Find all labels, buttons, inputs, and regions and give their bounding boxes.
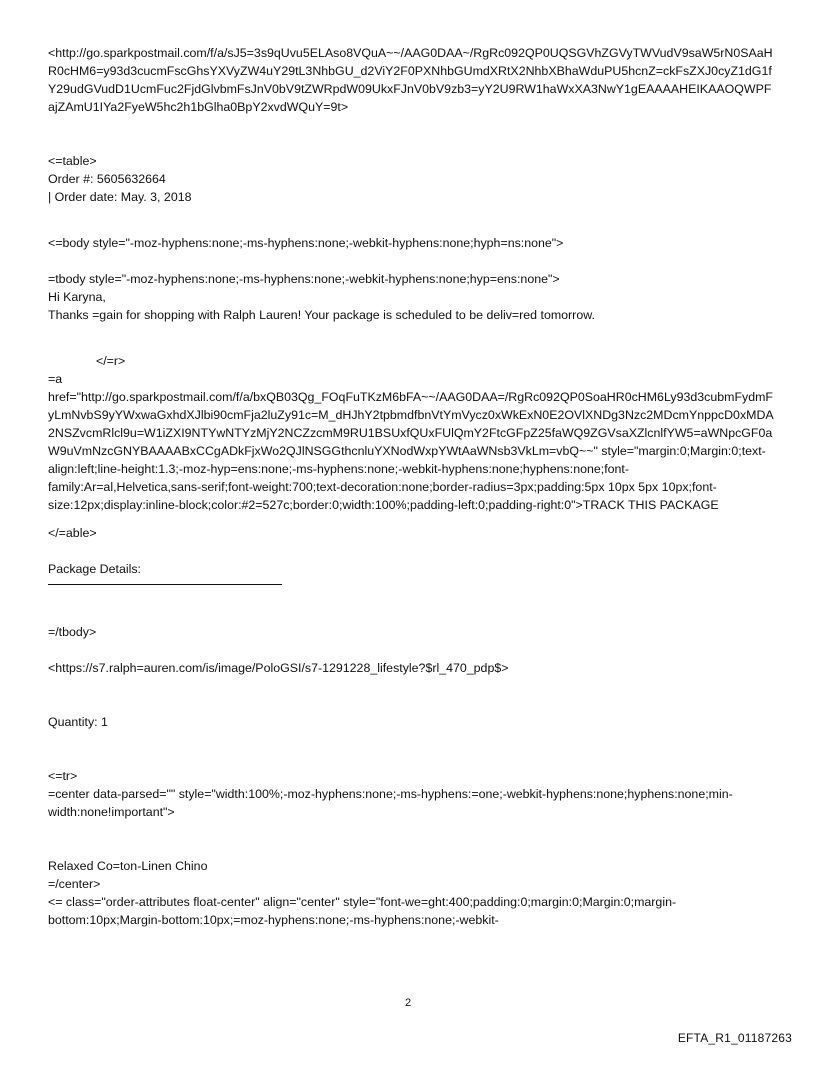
attributes-tag: <= class="order-attributes float-center" align="center" style="font-we=ght:400;padding:0;margin:0;Margin:0;margin-bottom:10px;Margin-bottom:10px;=moz-hyphens:none;-ms-hyphens:none;-webkit- — [48, 895, 677, 927]
order-date: | Order date: May. 3, 2018 — [48, 190, 192, 204]
greeting: Hi Karyna, — [48, 290, 106, 304]
anchor-open: =a — [48, 372, 63, 386]
tbody-tag: =tbody style="-moz-hyphens:none;-ms-hyphens:none;-webkit-hyphens:none;hyp=ens:none"> — [48, 272, 560, 286]
center-close: =/center> — [48, 877, 101, 891]
tr-open: <=tr> — [48, 769, 78, 783]
center-tag: =center data-parsed="" style="width:100%;-moz-hyphens:none;-ms-hyphens:=one;-webkit-hyphens:none;hyphens:none;min-width:none!important"> — [48, 787, 733, 819]
order-number: Order #: 5605632664 — [48, 172, 166, 186]
document-body — [48, 44, 774, 929]
document-id: EFTA_R1_01187263 — [677, 1031, 792, 1045]
message-block — [48, 270, 774, 324]
anchor-block — [48, 352, 774, 514]
row-block — [48, 767, 774, 821]
table-block — [48, 152, 774, 206]
thanks-message: Thanks =gain for shopping with Ralph Lauren! Your package is scheduled to be deliv=red tomorrow. — [48, 308, 595, 322]
track-package-link[interactable]: href="http://go.sparkpostmail.com/f/a/bxQB03Qg_FOqFuTKzM6bFA~~/AAG0DAA=/RgRc092QP0SoaHR0cHM6Ly93d3cubmFydmFyLmNvbS9yYWxwaGxhdXJlbi90cmFja2luZy91c=M_dHJhY2tpbmdfbnVtYmVycz0xWkExN0E2OVlXNDg3Nzc2MDcmYnppcD0xMDA2NSZvcmRlcl9u=W1iZXI9NTYwNTYzMjY2NCZzcmM9RU1BSUxfQUxFUlQmY2FtcGFpZ25faWQ9ZGVsaXZlcnlfYW5=aWNpcGF0aW9uVmNzcGNYBAAAABxCCgADkFjxWo2QJlNSGGthcnluYXNodWxpYWtAaWNsb3VkLm=vbQ~~" style="margin:0;Margin:0;text-align:left;line-height:1.3;-moz-hyp=ens:none;-ms-hyphens:none;-webkit-hyphens:none;hyphens:none;font-family:Ar=al,Helvetica,sans-serif;font-weight:700;text-decoration:none;border-radius=3px;padding:5px 10px 5px 10px;font-size:12px;display:inline-block;color:#2=527c;border:0;width:100%;padding-left:0;padding-right:0">TRACK THIS PACKAGE — [48, 390, 774, 512]
page-number: 2 — [404, 997, 412, 1009]
product-image-link[interactable]: <https://s7.ralph=auren.com/is/image/PoloGSI/s7-1291228_lifestyle?$rl_470_pdp$> — [48, 661, 509, 675]
product-block — [48, 857, 774, 929]
body-tag: <=body style="-moz-hyphens:none;-ms-hyphens:none;-webkit-hyphens:none;hyph=ns:none"> — [48, 236, 564, 250]
quantity: Quantity: 1 — [48, 715, 108, 729]
table-close: </=able> — [48, 526, 97, 540]
table-open: <=table> — [48, 154, 97, 168]
package-details-label: Package Details: — [48, 562, 141, 576]
tbody-close: =/tbody> — [48, 625, 97, 639]
link-top: <http://go.sparkpostmail.com/f/a/sJ5=3s9qUvu5ELAso8VQuA~~/AAG0DAA~/RgRc092QP0UQSGVhZGVyTWVudV9saW5rN0SAaHR0cHM6=y93d3cucmFscGhsYXVyZW4uY29tL3NhbGU_d2ViY2F0PXNhbGUmdXRtX2NhbXBhaWduPU5hcnZ=ckFsZXJ0cyZ1dG1fY29udGVudD1UcmFuc2FjdGlvbmFsJnV0bV9tZWRpdW09UkxFJnV0bV9zb3=yY2U9RW1haWxXA3NwY1gEAAAAHEIKAAOQWPFajZAmU1IYa2FyeW5hc2h1bGlha0BpY2xvdWQuY=9t> — [48, 46, 773, 114]
close-r-tag: </=r> — [96, 354, 126, 368]
product-name: Relaxed Co=ton-Linen Chino — [48, 859, 208, 873]
